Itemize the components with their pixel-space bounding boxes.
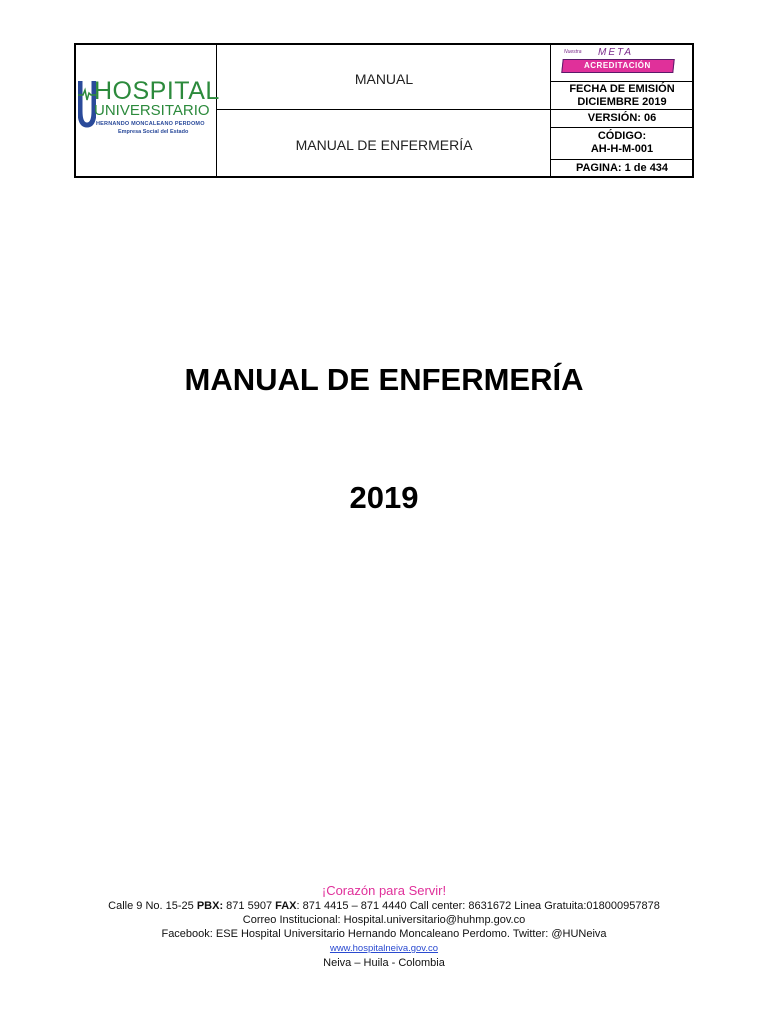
hospital-logo <box>78 75 220 145</box>
header-divider-left <box>216 45 217 176</box>
document-header-table <box>74 43 694 178</box>
fecha-label: FECHA DE EMISIÓN <box>569 83 675 95</box>
version-text: VERSIÓN: 06 <box>587 112 657 124</box>
footer-fax-value: : 871 4415 – 871 4440 Call center: 8631672 Linea Gratuita:018000957878 <box>296 900 660 912</box>
badge-small-text: Nuestra <box>564 49 582 55</box>
codigo-label: CÓDIGO: <box>597 130 647 142</box>
fecha-value: DICIEMBRE 2019 <box>577 96 667 108</box>
footer <box>0 884 768 970</box>
pagina-text: PAGINA: 1 de 434 <box>575 162 669 174</box>
footer-location: Neiva – Huila - Colombia <box>323 957 445 969</box>
header-divider-right <box>550 45 551 176</box>
codigo-value: AH-H-M-001 <box>590 143 654 155</box>
footer-website-link[interactable]: www.hospitalneiva.gov.co <box>329 943 439 954</box>
footer-pbx-label: PBX: <box>196 900 224 912</box>
badge-acreditacion-text: ACREDITACIÓN <box>584 61 651 70</box>
badge-meta-text: META <box>598 47 634 58</box>
doc-type: MANUAL <box>354 71 414 87</box>
acreditacion-badge <box>554 47 690 83</box>
footer-address: Calle 9 No. 15-25 <box>108 900 197 912</box>
header-divider-r2 <box>550 109 694 110</box>
footer-address-line <box>0 899 768 913</box>
year-text: 2019 <box>349 480 419 515</box>
footer-social: Facebook: ESE Hospital Universitario Hernando Moncaleano Perdomo. Twitter: @HUNeiva <box>161 928 607 940</box>
page-title: MANUAL DE ENFERMERÍA <box>184 362 584 397</box>
header-divider-r4 <box>550 159 694 160</box>
footer-fax-label: FAX <box>275 900 297 912</box>
header-divider-r3 <box>550 127 694 128</box>
logo-hospital-text: HOSPITAL <box>94 77 220 105</box>
footer-pbx-value: 871 5907 <box>223 900 276 912</box>
footer-email: Correo Institucional: Hospital.universitario@huhmp.gov.co <box>242 914 526 926</box>
logo-universitario-text: UNIVERSITARIO <box>94 102 210 119</box>
doc-name: MANUAL DE ENFERMERÍA <box>295 137 473 153</box>
logo-name-text: HERNANDO MONCALEANO PERDOMO <box>96 121 205 127</box>
header-divider-mid <box>216 109 550 110</box>
logo-entity-text: Empresa Social del Estado <box>118 129 189 135</box>
footer-slogan: ¡Corazón para Servir! <box>321 883 447 898</box>
